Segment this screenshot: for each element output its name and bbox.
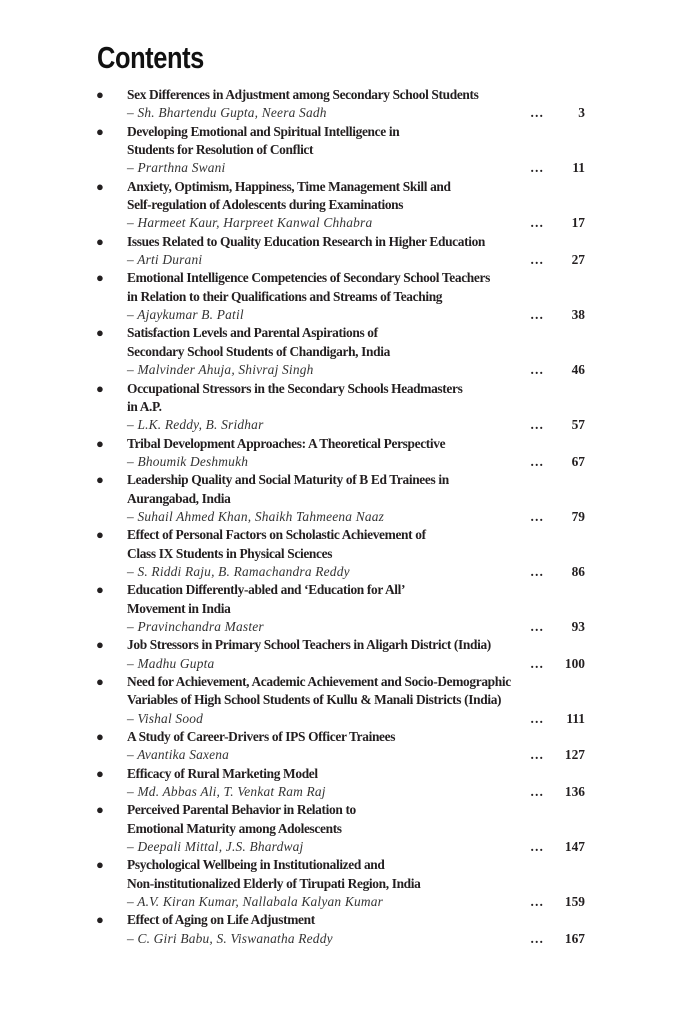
toc-title-line xyxy=(0,801,684,819)
article-title[interactable]: Tribal Development Approaches: A Theoretical Perspective xyxy=(127,435,446,451)
toc-entry[interactable] xyxy=(0,856,684,911)
page-number[interactable]: 57 xyxy=(571,417,585,433)
article-authors: – Md. Abbas Ali, T. Venkat Ram Raj xyxy=(127,784,326,800)
toc-title-line xyxy=(0,600,684,618)
article-title[interactable]: Variables of High School Students of Kullu & Manali Districts (India) xyxy=(127,692,502,708)
article-title[interactable]: A Study of Career-Drivers of IPS Officer Trainees xyxy=(127,729,396,745)
article-title[interactable]: Effect of Aging on Life Adjustment xyxy=(127,912,315,928)
article-title[interactable]: Anxiety, Optimism, Happiness, Time Management Skill and xyxy=(127,178,451,194)
toc-entry[interactable] xyxy=(0,471,684,526)
leader-dots: … xyxy=(530,105,544,121)
toc-entry[interactable] xyxy=(0,178,684,233)
bullet-icon: ● xyxy=(96,233,104,249)
article-title[interactable]: Secondary School Students of Chandigarh, India xyxy=(127,343,390,359)
toc-entry[interactable] xyxy=(0,728,684,765)
article-title[interactable]: Movement in India xyxy=(127,600,231,616)
bullet-icon: ● xyxy=(96,380,104,396)
page-number[interactable]: 127 xyxy=(564,747,585,763)
bullet-icon: ● xyxy=(96,912,104,928)
article-title[interactable]: Effect of Personal Factors on Scholastic Achievement of xyxy=(127,527,426,543)
table-of-contents xyxy=(0,86,684,948)
toc-entry[interactable] xyxy=(0,526,684,581)
article-title[interactable]: Education Differently-abled and ‘Education for All’ xyxy=(127,582,406,598)
toc-author-line xyxy=(0,930,684,948)
page-number[interactable]: 167 xyxy=(564,930,585,946)
toc-title-line xyxy=(0,820,684,838)
bullet-icon: ● xyxy=(96,637,104,653)
article-title[interactable]: in Relation to their Qualifications and Streams of Teaching xyxy=(127,288,443,304)
toc-title-line xyxy=(0,343,684,361)
bullet-icon: ● xyxy=(96,802,104,818)
toc-entry[interactable] xyxy=(0,324,684,379)
article-authors: – Madhu Gupta xyxy=(127,655,215,671)
page-number[interactable]: 3 xyxy=(578,105,585,121)
page-number[interactable]: 79 xyxy=(571,508,585,524)
toc-entry[interactable] xyxy=(0,765,684,802)
toc-title-line xyxy=(0,856,684,874)
toc-author-line xyxy=(0,783,684,801)
leader-dots: … xyxy=(530,563,544,579)
toc-author-line xyxy=(0,618,684,636)
article-title[interactable]: Class IX Students in Physical Sciences xyxy=(127,545,333,561)
leader-dots: … xyxy=(530,362,544,378)
article-title[interactable]: Emotional Maturity among Adolescents xyxy=(127,820,342,836)
page-number[interactable]: 100 xyxy=(564,655,585,671)
bullet-icon: ● xyxy=(96,765,104,781)
bullet-icon: ● xyxy=(96,435,104,451)
toc-title-line xyxy=(0,691,684,709)
article-authors: – Suhail Ahmed Khan, Shaikh Tahmeena Naaz xyxy=(127,508,385,524)
toc-title-line xyxy=(0,435,684,453)
page-number[interactable]: 86 xyxy=(571,563,585,579)
toc-author-line xyxy=(0,104,684,122)
toc-title-line xyxy=(0,581,684,599)
article-authors: – Arti Durani xyxy=(127,252,203,268)
page-number[interactable]: 17 xyxy=(571,215,585,231)
toc-title-line xyxy=(0,673,684,691)
article-authors: – A.V. Kiran Kumar, Nallabala Kalyan Kumar xyxy=(127,894,384,910)
toc-title-line xyxy=(0,545,684,563)
page-number[interactable]: 11 xyxy=(572,160,585,176)
toc-author-line xyxy=(0,838,684,856)
leader-dots: … xyxy=(530,618,544,634)
toc-author-line xyxy=(0,710,684,728)
leader-dots: … xyxy=(530,453,544,469)
article-authors: – Malvinder Ahuja, Shivraj Singh xyxy=(127,362,314,378)
article-authors: – Sh. Bhartendu Gupta, Neera Sadh xyxy=(127,105,327,121)
toc-title-line xyxy=(0,398,684,416)
bullet-icon: ● xyxy=(96,270,104,286)
article-title[interactable]: Aurangabad, India xyxy=(127,490,231,506)
toc-author-line xyxy=(0,655,684,673)
toc-title-line xyxy=(0,196,684,214)
article-authors: – Avantika Saxena xyxy=(127,747,230,763)
article-authors: – Deepali Mittal, J.S. Bhardwaj xyxy=(127,839,304,855)
article-title[interactable]: Leadership Quality and Social Maturity of B Ed Trainees in xyxy=(127,472,449,488)
article-authors: – Harmeet Kaur, Harpreet Kanwal Chhabra xyxy=(127,215,373,231)
toc-entry[interactable] xyxy=(0,673,684,728)
toc-entry[interactable] xyxy=(0,380,684,435)
toc-title-line xyxy=(0,123,684,141)
bullet-icon: ● xyxy=(96,527,104,543)
toc-entry[interactable] xyxy=(0,233,684,270)
page-title: Contents xyxy=(97,40,204,75)
toc-author-line xyxy=(0,361,684,379)
toc-title-line xyxy=(0,636,684,654)
page-number[interactable]: 159 xyxy=(564,894,585,910)
article-title[interactable]: Job Stressors in Primary School Teachers in Aligarh District (India) xyxy=(127,637,491,653)
toc-title-line xyxy=(0,288,684,306)
bullet-icon: ● xyxy=(96,472,104,488)
page-number[interactable]: 67 xyxy=(571,453,585,469)
page-number[interactable]: 136 xyxy=(564,784,585,800)
leader-dots: … xyxy=(530,252,544,268)
article-title[interactable]: Students for Resolution of Conflict xyxy=(127,142,314,158)
toc-title-line xyxy=(0,728,684,746)
page-number[interactable]: 111 xyxy=(566,710,585,726)
toc-title-line xyxy=(0,471,684,489)
toc-title-line xyxy=(0,911,684,929)
article-authors: – Bhoumik Deshmukh xyxy=(127,453,249,469)
leader-dots: … xyxy=(530,784,544,800)
leader-dots: … xyxy=(530,417,544,433)
bullet-icon: ● xyxy=(96,674,104,689)
page-number[interactable]: 46 xyxy=(571,362,585,378)
toc-entry[interactable] xyxy=(0,801,684,856)
article-title[interactable]: Emotional Intelligence Competencies of Secondary School Teachers xyxy=(127,270,490,286)
toc-title-line xyxy=(0,233,684,251)
leader-dots: … xyxy=(530,747,544,763)
toc-title-line xyxy=(0,875,684,893)
leader-dots: … xyxy=(530,710,544,726)
leader-dots: … xyxy=(530,839,544,855)
toc-title-line xyxy=(0,490,684,508)
article-title[interactable]: Sex Differences in Adjustment among Secondary School Students xyxy=(127,87,479,102)
toc-author-line xyxy=(0,306,684,324)
toc-title-line xyxy=(0,380,684,398)
article-title[interactable]: Non-institutionalized Elderly of Tirupati Region, India xyxy=(127,875,421,891)
article-authors: – C. Giri Babu, S. Viswanatha Reddy xyxy=(127,930,333,946)
toc-title-line xyxy=(0,141,684,159)
toc-entry[interactable] xyxy=(0,86,684,123)
leader-dots: … xyxy=(530,508,544,524)
article-title[interactable]: Occupational Stressors in the Secondary Schools Headmasters xyxy=(127,380,463,396)
article-title[interactable]: Efficacy of Rural Marketing Model xyxy=(127,765,318,781)
article-authors: – Ajaykumar B. Patil xyxy=(127,307,244,323)
article-title[interactable]: Self-regulation of Adolescents during Examinations xyxy=(127,197,404,213)
bullet-icon: ● xyxy=(96,582,104,598)
toc-author-line xyxy=(0,508,684,526)
article-title[interactable]: in A.P. xyxy=(127,398,162,414)
toc-author-line xyxy=(0,453,684,471)
page-number[interactable]: 27 xyxy=(571,252,585,268)
toc-title-line xyxy=(0,765,684,783)
leader-dots: … xyxy=(530,215,544,231)
bullet-icon: ● xyxy=(96,123,104,139)
toc-author-line xyxy=(0,563,684,581)
toc-entry[interactable] xyxy=(0,123,684,178)
article-title[interactable]: Developing Emotional and Spiritual Intelligence in xyxy=(127,123,400,139)
article-title[interactable]: Psychological Wellbeing in Institutionalized and xyxy=(127,857,385,873)
page-number[interactable]: 147 xyxy=(564,839,585,855)
article-authors: – Vishal Sood xyxy=(127,710,203,726)
article-title[interactable]: Need for Achievement, Academic Achievement and Socio-Demographic xyxy=(127,674,511,689)
leader-dots: … xyxy=(530,894,544,910)
article-title[interactable]: Satisfaction Levels and Parental Aspirations of xyxy=(127,325,378,341)
toc-author-line xyxy=(0,893,684,911)
bullet-icon: ● xyxy=(96,87,104,102)
toc-entry[interactable] xyxy=(0,636,684,673)
toc-author-line xyxy=(0,214,684,232)
toc-entry[interactable] xyxy=(0,911,684,948)
toc-entry[interactable] xyxy=(0,269,684,324)
leader-dots: … xyxy=(530,930,544,946)
page-number[interactable]: 93 xyxy=(571,618,585,634)
toc-title-line xyxy=(0,526,684,544)
bullet-icon: ● xyxy=(96,178,104,194)
article-authors: – Prarthna Swani xyxy=(127,160,226,176)
leader-dots: … xyxy=(530,307,544,323)
leader-dots: … xyxy=(530,160,544,176)
article-authors: – S. Riddi Raju, B. Ramachandra Reddy xyxy=(127,563,350,579)
toc-author-line xyxy=(0,251,684,269)
bullet-icon: ● xyxy=(96,729,104,745)
toc-title-line xyxy=(0,86,684,104)
bullet-icon: ● xyxy=(96,325,104,341)
article-authors: – L.K. Reddy, B. Sridhar xyxy=(127,417,264,433)
toc-entry[interactable] xyxy=(0,581,684,636)
leader-dots: … xyxy=(530,655,544,671)
article-title[interactable]: Issues Related to Quality Education Research in Higher Education xyxy=(127,233,486,249)
toc-author-line xyxy=(0,746,684,764)
article-authors: – Pravinchandra Master xyxy=(127,618,264,634)
toc-title-line xyxy=(0,269,684,287)
bullet-icon: ● xyxy=(96,857,104,873)
toc-entry[interactable] xyxy=(0,435,684,472)
toc-author-line xyxy=(0,416,684,434)
toc-title-line xyxy=(0,178,684,196)
toc-author-line xyxy=(0,159,684,177)
toc-title-line xyxy=(0,324,684,342)
article-title[interactable]: Perceived Parental Behavior in Relation to xyxy=(127,802,356,818)
page-number[interactable]: 38 xyxy=(571,307,585,323)
